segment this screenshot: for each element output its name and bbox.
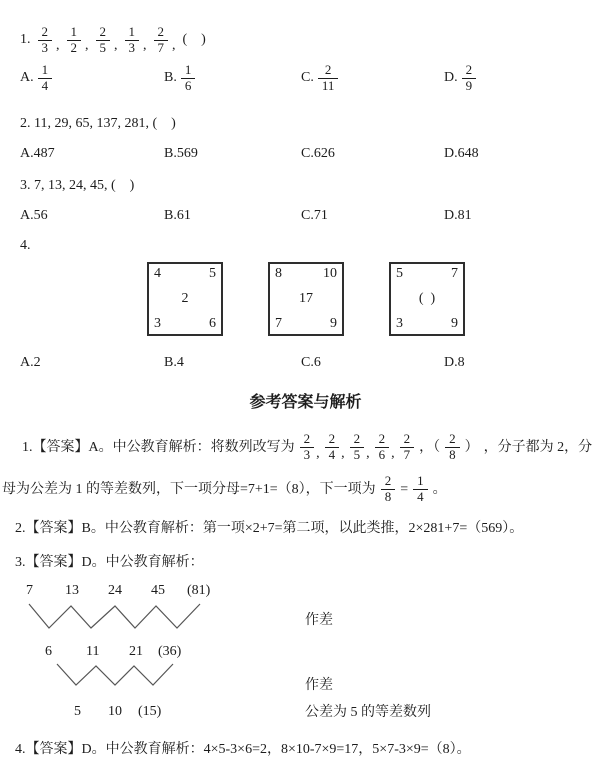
comma: , bbox=[143, 38, 147, 54]
comma: , bbox=[85, 38, 89, 54]
option-label: A. bbox=[20, 70, 34, 86]
fraction: $\frac{2}{3}$ bbox=[38, 25, 53, 56]
fraction: $\frac{1}{6}$ bbox=[181, 63, 196, 94]
fraction: $\frac{2}{7}$ bbox=[400, 432, 415, 463]
diagram-row3-value: 5 bbox=[74, 704, 81, 719]
answer-4: 4.【答案】D。中公教育解析：4×5-3×6=2，8×10-7×9=17，5×7-3×9=（8）。 bbox=[15, 742, 471, 757]
answer-1-lead: 1.【答案】A。中公教育解析：将数列改写为 bbox=[22, 439, 295, 455]
fraction: $\frac{1}{2}$ bbox=[67, 25, 82, 56]
question-1-options bbox=[0, 63, 611, 107]
option-3d: D.81 bbox=[444, 208, 472, 223]
equals-sign: = bbox=[400, 481, 409, 497]
box-center: 17 bbox=[299, 291, 313, 306]
answer-1-line2-lead: 母为公差为 1 的等差数列，下一项分母=7+1=（8），下一项为 bbox=[2, 481, 376, 497]
question-3-line: 3. 7, 13, 24, 45, ( ) bbox=[20, 178, 135, 193]
number-box-2 bbox=[268, 262, 344, 336]
difference-zigzag-2 bbox=[52, 662, 177, 688]
fraction: $\frac{2}{9}$ bbox=[462, 63, 477, 94]
box-bottom-left: 3 bbox=[154, 316, 161, 331]
question-3-options bbox=[0, 208, 611, 228]
box-bottom-left: 7 bbox=[275, 316, 282, 331]
number-box-1 bbox=[147, 262, 223, 336]
box-bottom-right: 9 bbox=[330, 316, 337, 331]
answer-1-tail: ，分子都为 2，分 bbox=[483, 439, 593, 455]
option-3c: C.71 bbox=[301, 208, 328, 223]
answer-blank: ( ) bbox=[182, 32, 206, 48]
option-1a bbox=[20, 63, 52, 94]
diagram-row1-value: 7 bbox=[26, 583, 33, 598]
answer-1-line-1 bbox=[22, 424, 592, 470]
diagram-row1-value: 24 bbox=[108, 583, 122, 598]
question-1-number: 1. bbox=[20, 32, 31, 48]
question-4-number: 4. bbox=[20, 238, 31, 253]
box-top-left: 4 bbox=[154, 266, 161, 281]
answer-1-line-2 bbox=[2, 469, 447, 509]
option-2b: B.569 bbox=[164, 146, 198, 161]
diagram-row2-value: 21 bbox=[129, 644, 143, 659]
option-2c: C.626 bbox=[301, 146, 335, 161]
step-label-1: 作差 bbox=[305, 613, 333, 628]
fraction: $\frac{1}{3}$ bbox=[125, 25, 140, 56]
fraction: $\frac{1}{4}$ bbox=[38, 63, 53, 94]
conclusion-label: 公差为 5 的等差数列 bbox=[305, 705, 431, 720]
difference-zigzag-1 bbox=[25, 600, 205, 632]
diagram-row2-blank: (36) bbox=[158, 644, 182, 659]
close-paren: ） bbox=[464, 439, 479, 455]
option-1d bbox=[444, 63, 476, 94]
box-top-left: 8 bbox=[275, 266, 282, 281]
comma: , bbox=[56, 38, 60, 54]
box-center-blank: ( ) bbox=[418, 291, 436, 306]
option-label: B. bbox=[164, 70, 177, 86]
period: 。 bbox=[432, 481, 447, 497]
fraction: $\frac{2}{3}$ bbox=[300, 432, 315, 463]
box-bottom-left: 3 bbox=[396, 316, 403, 331]
comma: , bbox=[366, 445, 370, 461]
box-top-right: 5 bbox=[209, 266, 216, 281]
box-top-right: 10 bbox=[323, 266, 337, 281]
blank-fraction: $\frac{2}{8}$ bbox=[445, 432, 460, 463]
option-2a: A.487 bbox=[20, 146, 55, 161]
box-top-left: 5 bbox=[396, 266, 403, 281]
question-2-line: 2. 11, 29, 65, 137, 281, ( ) bbox=[20, 116, 176, 131]
diagram-row1-value: 45 bbox=[151, 583, 165, 598]
diagram-row2-value: 11 bbox=[86, 644, 100, 659]
question-1-line bbox=[20, 25, 206, 56]
box-bottom-right: 9 bbox=[451, 316, 458, 331]
open-paren: ，（ bbox=[419, 439, 441, 455]
fraction: $\frac{2}{4}$ bbox=[325, 432, 340, 463]
diagram-row2-value: 6 bbox=[45, 644, 52, 659]
diagram-row1-value: 13 bbox=[65, 583, 79, 598]
option-1c bbox=[301, 63, 338, 94]
comma: , bbox=[341, 445, 345, 461]
option-label: C. bbox=[301, 70, 314, 86]
option-4c: C.6 bbox=[301, 355, 321, 370]
box-top-right: 7 bbox=[451, 266, 458, 281]
diagram-row3-blank: (15) bbox=[138, 704, 162, 719]
fraction: $\frac{2}{11}$ bbox=[318, 63, 339, 94]
fraction: $\frac{2}{6}$ bbox=[375, 432, 390, 463]
fraction: $\frac{2}{8}$ bbox=[381, 474, 396, 505]
answers-section-title: 参考答案与解析 bbox=[249, 394, 362, 411]
option-3b: B.61 bbox=[164, 208, 191, 223]
box-bottom-right: 6 bbox=[209, 316, 216, 331]
option-4b: B.4 bbox=[164, 355, 184, 370]
step-label-2: 作差 bbox=[305, 678, 333, 693]
question-4-options bbox=[0, 355, 611, 375]
option-label: D. bbox=[444, 70, 458, 86]
fraction: $\frac{2}{5}$ bbox=[96, 25, 111, 56]
option-3a: A.56 bbox=[20, 208, 48, 223]
option-1b bbox=[164, 63, 195, 94]
option-2d: D.648 bbox=[444, 146, 479, 161]
comma: , bbox=[391, 445, 395, 461]
comma: , bbox=[316, 445, 320, 461]
fraction: $\frac{1}{4}$ bbox=[413, 474, 428, 505]
box-center: 2 bbox=[181, 291, 189, 306]
comma: , bbox=[114, 38, 118, 54]
option-4d: D.8 bbox=[444, 355, 465, 370]
fraction: $\frac{2}{5}$ bbox=[350, 432, 365, 463]
question-2-options bbox=[0, 146, 611, 166]
number-box-3 bbox=[389, 262, 465, 336]
comma: , bbox=[172, 38, 176, 54]
answer-3: 3.【答案】D。中公教育解析： bbox=[15, 555, 204, 570]
fraction: $\frac{2}{7}$ bbox=[154, 25, 169, 56]
diagram-row1-blank: (81) bbox=[187, 583, 211, 598]
option-4a: A.2 bbox=[20, 355, 41, 370]
diagram-row3-value: 10 bbox=[108, 704, 122, 719]
answer-2: 2.【答案】B。中公教育解析：第一项×2+7=第二项，以此类推，2×281+7=（569）。 bbox=[15, 521, 524, 536]
